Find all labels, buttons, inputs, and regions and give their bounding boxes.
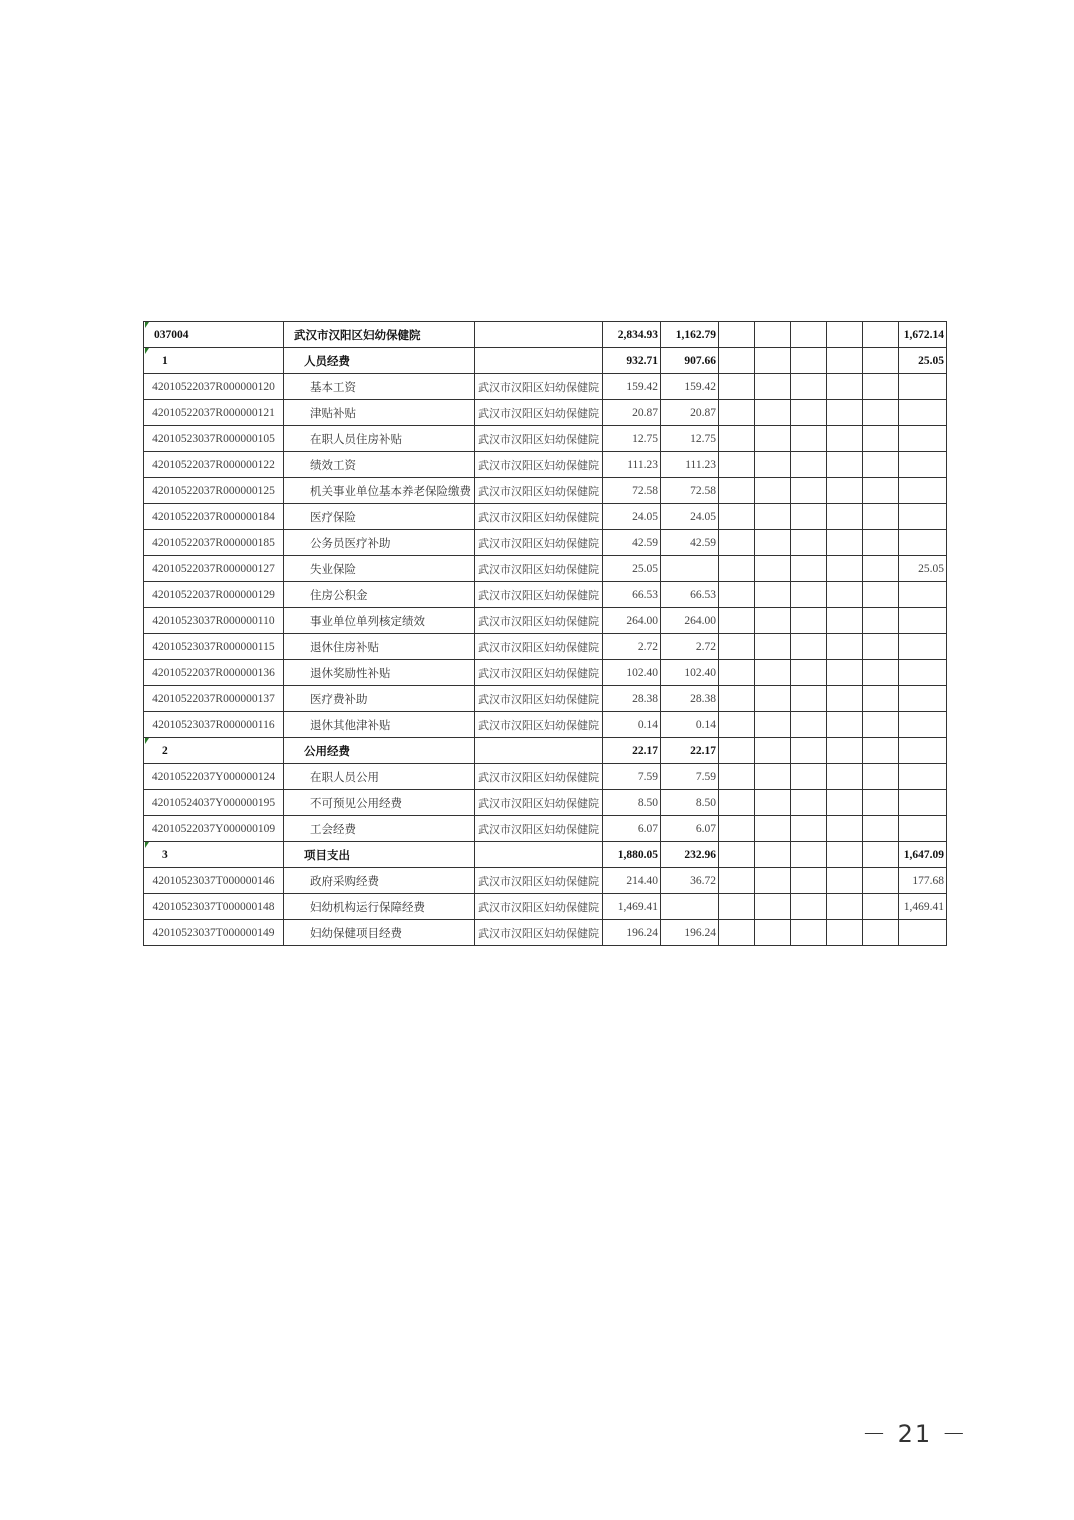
empty-cell	[791, 790, 827, 816]
basic-cell: 22.17	[661, 738, 719, 764]
name-cell: 退休奖励性补贴	[284, 660, 475, 686]
empty-cell	[719, 426, 755, 452]
empty-cell	[827, 816, 863, 842]
empty-cell	[719, 608, 755, 634]
empty-cell	[827, 764, 863, 790]
basic-cell: 0.14	[661, 712, 719, 738]
other-cell	[899, 504, 947, 530]
total-cell: 24.05	[603, 504, 661, 530]
basic-cell: 232.96	[661, 842, 719, 868]
empty-cell	[827, 712, 863, 738]
other-cell	[899, 582, 947, 608]
table-row	[144, 868, 947, 894]
empty-cell	[755, 374, 791, 400]
unit-cell: 武汉市汉阳区妇幼保健院	[475, 504, 603, 530]
name-cell: 津贴补贴	[284, 400, 475, 426]
total-cell: 12.75	[603, 426, 661, 452]
total-cell: 159.42	[603, 374, 661, 400]
unit-cell: 武汉市汉阳区妇幼保健院	[475, 764, 603, 790]
name-cell: 在职人员住房补贴	[284, 426, 475, 452]
unit-cell: 武汉市汉阳区妇幼保健院	[475, 426, 603, 452]
empty-cell	[791, 504, 827, 530]
code-cell: 42010522037Y000000124	[144, 764, 284, 790]
basic-cell: 111.23	[661, 452, 719, 478]
basic-cell: 907.66	[661, 348, 719, 374]
name-cell: 退休住房补贴	[284, 634, 475, 660]
code-cell: 3	[144, 842, 284, 868]
empty-cell	[755, 556, 791, 582]
table-row	[144, 634, 947, 660]
empty-cell	[719, 894, 755, 920]
name-cell: 人员经费	[284, 348, 475, 374]
empty-cell	[755, 348, 791, 374]
other-cell: 1,647.09	[899, 842, 947, 868]
total-cell: 42.59	[603, 530, 661, 556]
empty-cell	[719, 478, 755, 504]
basic-cell: 102.40	[661, 660, 719, 686]
empty-cell	[863, 816, 899, 842]
basic-cell: 12.75	[661, 426, 719, 452]
empty-cell	[755, 816, 791, 842]
unit-cell: 武汉市汉阳区妇幼保健院	[475, 400, 603, 426]
other-cell	[899, 452, 947, 478]
unit-cell: 武汉市汉阳区妇幼保健院	[475, 816, 603, 842]
unit-cell: 武汉市汉阳区妇幼保健院	[475, 634, 603, 660]
empty-cell	[791, 348, 827, 374]
unit-cell: 武汉市汉阳区妇幼保健院	[475, 374, 603, 400]
table-row	[144, 452, 947, 478]
empty-cell	[755, 426, 791, 452]
total-cell: 66.53	[603, 582, 661, 608]
budget-table	[143, 321, 947, 946]
empty-cell	[755, 764, 791, 790]
unit-cell: 武汉市汉阳区妇幼保健院	[475, 478, 603, 504]
table-row	[144, 764, 947, 790]
total-cell: 1,880.05	[603, 842, 661, 868]
code-cell: 42010523037T000000146	[144, 868, 284, 894]
empty-cell	[863, 582, 899, 608]
empty-cell	[791, 374, 827, 400]
code-cell: 42010523037R000000110	[144, 608, 284, 634]
basic-cell: 36.72	[661, 868, 719, 894]
empty-cell	[755, 894, 791, 920]
empty-cell	[719, 868, 755, 894]
table-row	[144, 894, 947, 920]
other-cell	[899, 920, 947, 946]
other-cell	[899, 478, 947, 504]
empty-cell	[719, 348, 755, 374]
total-cell: 2.72	[603, 634, 661, 660]
total-cell: 72.58	[603, 478, 661, 504]
empty-cell	[863, 686, 899, 712]
basic-cell: 159.42	[661, 374, 719, 400]
empty-cell	[719, 920, 755, 946]
unit-cell: 武汉市汉阳区妇幼保健院	[475, 868, 603, 894]
code-cell: 42010523037R000000105	[144, 426, 284, 452]
cell-marker-icon	[145, 842, 149, 848]
code-cell: 42010522037Y000000109	[144, 816, 284, 842]
table-row	[144, 400, 947, 426]
total-cell: 214.40	[603, 868, 661, 894]
table-row	[144, 530, 947, 556]
total-cell: 8.50	[603, 790, 661, 816]
other-cell	[899, 660, 947, 686]
total-cell: 111.23	[603, 452, 661, 478]
empty-cell	[791, 868, 827, 894]
empty-cell	[827, 478, 863, 504]
empty-cell	[863, 452, 899, 478]
total-cell: 28.38	[603, 686, 661, 712]
other-cell	[899, 634, 947, 660]
empty-cell	[719, 686, 755, 712]
other-cell: 25.05	[899, 348, 947, 374]
code-cell: 42010522037R000000125	[144, 478, 284, 504]
empty-cell	[755, 608, 791, 634]
empty-cell	[791, 556, 827, 582]
table-row	[144, 504, 947, 530]
empty-cell	[791, 712, 827, 738]
total-cell: 102.40	[603, 660, 661, 686]
empty-cell	[791, 322, 827, 348]
other-cell	[899, 686, 947, 712]
table-row	[144, 712, 947, 738]
basic-cell: 6.07	[661, 816, 719, 842]
table-row	[144, 374, 947, 400]
empty-cell	[827, 582, 863, 608]
empty-cell	[827, 322, 863, 348]
table-row	[144, 426, 947, 452]
total-cell: 25.05	[603, 556, 661, 582]
basic-cell	[661, 556, 719, 582]
name-cell: 绩效工资	[284, 452, 475, 478]
unit-cell: 武汉市汉阳区妇幼保健院	[475, 660, 603, 686]
total-cell: 264.00	[603, 608, 661, 634]
basic-cell: 66.53	[661, 582, 719, 608]
total-cell: 20.87	[603, 400, 661, 426]
table-row	[144, 790, 947, 816]
name-cell: 妇幼机构运行保障经费	[284, 894, 475, 920]
other-cell	[899, 374, 947, 400]
empty-cell	[791, 426, 827, 452]
empty-cell	[791, 582, 827, 608]
name-cell: 事业单位单列核定绩效	[284, 608, 475, 634]
empty-cell	[719, 842, 755, 868]
empty-cell	[863, 530, 899, 556]
empty-cell	[791, 478, 827, 504]
empty-cell	[827, 660, 863, 686]
empty-cell	[755, 738, 791, 764]
unit-cell	[475, 738, 603, 764]
empty-cell	[827, 608, 863, 634]
empty-cell	[827, 790, 863, 816]
empty-cell	[863, 426, 899, 452]
empty-cell	[827, 504, 863, 530]
unit-cell: 武汉市汉阳区妇幼保健院	[475, 582, 603, 608]
other-cell: 177.68	[899, 868, 947, 894]
code-cell: 42010522037R000000122	[144, 452, 284, 478]
empty-cell	[827, 894, 863, 920]
total-cell: 932.71	[603, 348, 661, 374]
empty-cell	[791, 608, 827, 634]
empty-cell	[863, 504, 899, 530]
empty-cell	[863, 400, 899, 426]
empty-cell	[755, 582, 791, 608]
other-cell: 25.05	[899, 556, 947, 582]
cell-marker-icon	[145, 348, 149, 354]
empty-cell	[755, 790, 791, 816]
code-cell: 42010523037T000000149	[144, 920, 284, 946]
name-cell: 医疗保险	[284, 504, 475, 530]
empty-cell	[827, 868, 863, 894]
empty-cell	[755, 634, 791, 660]
empty-cell	[791, 400, 827, 426]
code-cell: 42010523037R000000116	[144, 712, 284, 738]
table-row	[144, 920, 947, 946]
empty-cell	[863, 842, 899, 868]
empty-cell	[755, 530, 791, 556]
unit-cell: 武汉市汉阳区妇幼保健院	[475, 686, 603, 712]
unit-cell: 武汉市汉阳区妇幼保健院	[475, 920, 603, 946]
empty-cell	[863, 920, 899, 946]
table-row	[144, 478, 947, 504]
empty-cell	[791, 894, 827, 920]
unit-cell: 武汉市汉阳区妇幼保健院	[475, 608, 603, 634]
other-cell	[899, 530, 947, 556]
code-cell: 42010522037R000000120	[144, 374, 284, 400]
unit-cell	[475, 322, 603, 348]
empty-cell	[827, 686, 863, 712]
empty-cell	[863, 868, 899, 894]
total-cell: 7.59	[603, 764, 661, 790]
unit-cell: 武汉市汉阳区妇幼保健院	[475, 556, 603, 582]
empty-cell	[755, 660, 791, 686]
code-cell: 42010522037R000000185	[144, 530, 284, 556]
empty-cell	[827, 374, 863, 400]
total-cell: 6.07	[603, 816, 661, 842]
empty-cell	[755, 322, 791, 348]
table-group-row	[144, 348, 947, 374]
empty-cell	[827, 842, 863, 868]
name-cell: 政府采购经费	[284, 868, 475, 894]
table-row	[144, 556, 947, 582]
basic-cell: 264.00	[661, 608, 719, 634]
basic-cell: 2.72	[661, 634, 719, 660]
total-cell: 0.14	[603, 712, 661, 738]
empty-cell	[827, 426, 863, 452]
basic-cell: 8.50	[661, 790, 719, 816]
code-cell: 1	[144, 348, 284, 374]
name-cell: 退休其他津补贴	[284, 712, 475, 738]
basic-cell: 196.24	[661, 920, 719, 946]
name-cell: 住房公积金	[284, 582, 475, 608]
empty-cell	[791, 816, 827, 842]
other-cell	[899, 712, 947, 738]
empty-cell	[719, 764, 755, 790]
empty-cell	[827, 530, 863, 556]
empty-cell	[827, 738, 863, 764]
basic-cell: 7.59	[661, 764, 719, 790]
empty-cell	[755, 504, 791, 530]
basic-cell: 1,162.79	[661, 322, 719, 348]
code-cell: 2	[144, 738, 284, 764]
empty-cell	[791, 738, 827, 764]
name-cell: 公用经费	[284, 738, 475, 764]
empty-cell	[791, 452, 827, 478]
code-cell: 42010522037R000000136	[144, 660, 284, 686]
name-cell: 基本工资	[284, 374, 475, 400]
empty-cell	[755, 920, 791, 946]
other-cell	[899, 790, 947, 816]
unit-cell: 武汉市汉阳区妇幼保健院	[475, 530, 603, 556]
unit-cell: 武汉市汉阳区妇幼保健院	[475, 712, 603, 738]
empty-cell	[755, 452, 791, 478]
code-cell: 42010522037R000000137	[144, 686, 284, 712]
table-row	[144, 660, 947, 686]
code-cell: 42010522037R000000184	[144, 504, 284, 530]
table-group-row	[144, 322, 947, 348]
empty-cell	[863, 556, 899, 582]
empty-cell	[827, 452, 863, 478]
empty-cell	[827, 634, 863, 660]
code-cell: 42010523037T000000148	[144, 894, 284, 920]
name-cell: 妇幼保健项目经费	[284, 920, 475, 946]
name-cell: 武汉市汉阳区妇幼保健院	[284, 322, 475, 348]
total-cell: 22.17	[603, 738, 661, 764]
unit-cell: 武汉市汉阳区妇幼保健院	[475, 452, 603, 478]
table-group-row	[144, 842, 947, 868]
empty-cell	[755, 400, 791, 426]
empty-cell	[719, 790, 755, 816]
empty-cell	[719, 400, 755, 426]
empty-cell	[791, 764, 827, 790]
empty-cell	[755, 842, 791, 868]
empty-cell	[719, 322, 755, 348]
other-cell	[899, 764, 947, 790]
table-body	[144, 322, 947, 946]
other-cell: 1,469.41	[899, 894, 947, 920]
name-cell: 项目支出	[284, 842, 475, 868]
empty-cell	[863, 790, 899, 816]
code-cell: 42010522037R000000129	[144, 582, 284, 608]
empty-cell	[863, 634, 899, 660]
empty-cell	[791, 634, 827, 660]
empty-cell	[863, 712, 899, 738]
total-cell: 196.24	[603, 920, 661, 946]
unit-cell: 武汉市汉阳区妇幼保健院	[475, 790, 603, 816]
unit-cell: 武汉市汉阳区妇幼保健院	[475, 894, 603, 920]
empty-cell	[863, 764, 899, 790]
unit-cell	[475, 842, 603, 868]
unit-cell	[475, 348, 603, 374]
other-cell	[899, 400, 947, 426]
other-cell	[899, 608, 947, 634]
empty-cell	[719, 660, 755, 686]
name-cell: 医疗费补助	[284, 686, 475, 712]
basic-cell: 28.38	[661, 686, 719, 712]
cell-marker-icon	[145, 738, 149, 744]
empty-cell	[863, 374, 899, 400]
empty-cell	[863, 894, 899, 920]
other-cell: 1,672.14	[899, 322, 947, 348]
empty-cell	[827, 556, 863, 582]
table-group-row	[144, 738, 947, 764]
empty-cell	[719, 530, 755, 556]
name-cell: 机关事业单位基本养老保险缴费	[284, 478, 475, 504]
empty-cell	[863, 660, 899, 686]
table-row	[144, 608, 947, 634]
empty-cell	[863, 608, 899, 634]
name-cell: 工会经费	[284, 816, 475, 842]
empty-cell	[827, 920, 863, 946]
empty-cell	[827, 348, 863, 374]
empty-cell	[719, 374, 755, 400]
empty-cell	[791, 920, 827, 946]
basic-cell: 20.87	[661, 400, 719, 426]
other-cell	[899, 738, 947, 764]
empty-cell	[755, 712, 791, 738]
code-cell: 42010522037R000000121	[144, 400, 284, 426]
empty-cell	[863, 738, 899, 764]
empty-cell	[719, 816, 755, 842]
total-cell: 2,834.93	[603, 322, 661, 348]
page-number: － 21 －	[862, 1420, 968, 1448]
name-cell: 失业保险	[284, 556, 475, 582]
empty-cell	[863, 478, 899, 504]
empty-cell	[719, 504, 755, 530]
empty-cell	[719, 452, 755, 478]
empty-cell	[719, 582, 755, 608]
code-cell: 037004	[144, 322, 284, 348]
other-cell	[899, 426, 947, 452]
empty-cell	[755, 868, 791, 894]
code-cell: 42010522037R000000127	[144, 556, 284, 582]
empty-cell	[719, 634, 755, 660]
cell-marker-icon	[145, 322, 149, 328]
table-row	[144, 686, 947, 712]
code-cell: 42010524037Y000000195	[144, 790, 284, 816]
empty-cell	[719, 738, 755, 764]
table-row	[144, 816, 947, 842]
empty-cell	[863, 348, 899, 374]
empty-cell	[755, 478, 791, 504]
empty-cell	[827, 400, 863, 426]
empty-cell	[863, 322, 899, 348]
total-cell: 1,469.41	[603, 894, 661, 920]
empty-cell	[791, 660, 827, 686]
empty-cell	[791, 842, 827, 868]
basic-cell: 24.05	[661, 504, 719, 530]
basic-cell	[661, 894, 719, 920]
other-cell	[899, 816, 947, 842]
name-cell: 公务员医疗补助	[284, 530, 475, 556]
empty-cell	[719, 556, 755, 582]
name-cell: 不可预见公用经费	[284, 790, 475, 816]
empty-cell	[791, 530, 827, 556]
basic-cell: 72.58	[661, 478, 719, 504]
empty-cell	[791, 686, 827, 712]
empty-cell	[755, 686, 791, 712]
table-row	[144, 582, 947, 608]
name-cell: 在职人员公用	[284, 764, 475, 790]
empty-cell	[719, 712, 755, 738]
code-cell: 42010523037R000000115	[144, 634, 284, 660]
basic-cell: 42.59	[661, 530, 719, 556]
